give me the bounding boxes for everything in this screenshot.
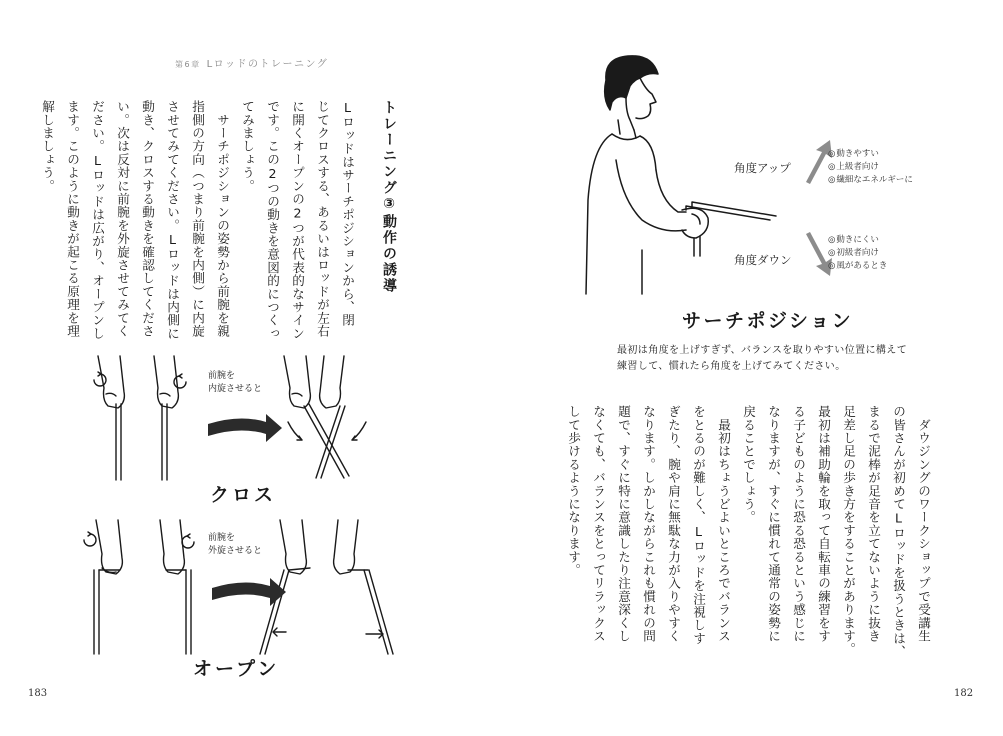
page-number-left: 183	[28, 688, 48, 699]
body-text-left: Lロッドはサーチポジションから、閉 じてクロスする、あるいはロッドが左右 に開くオープンの2つが代表的なサイン です。この2つの動きを意図的につくっ てみましょう。 サーチポジションの姿勢から前腕を親 指側の方向（つまり前腕を内側）に内旋 させてみてください。Lロッドは内側に 動き、クロスする動きを確認してくださ い。次は反対に前腕を外旋させてみてく ださい。Lロッドは広がり、オープンし ます。このように動きが起こる原理を理 解しましょう。	[40, 100, 355, 340]
body-text-right: ダウジングのワークショップで受講生 の皆さんが初めてLロッドを扱うときは、 まるで泥棒が足音を立てないように抜き 足差し足の歩き方をすることがあります。 最初は補助輪を取って自転車の練習をす る子どものように恐る恐るという感じに なりますが、すぐに慣れて通常の姿勢に 戻ることでしょう。 最初はちょうどよいところでバランス をとるのが難しく、Lロッドを注視しす ぎたり、腕や肩に無駄な力が入りやすく なります。しかしながらこれも慣れの問 題で、すぐに特に意識したり注意深くし なくても、バランスをとってリラックス して歩けるようになります。	[566, 405, 931, 659]
position-title: サーチポジション	[682, 310, 854, 332]
angle-down-item: ◎ 動きにくい	[828, 234, 887, 247]
open-instruction: 前腕を 外旋させると	[208, 533, 263, 556]
running-head	[175, 55, 328, 70]
angle-up-item: ◎ 動きやすい	[828, 148, 913, 161]
running-head-title: Lロッドのトレーニング	[206, 59, 329, 70]
page-number-right: 182	[954, 688, 974, 699]
angle-up-list	[828, 148, 913, 187]
angle-down-list	[828, 234, 887, 273]
open-caption: オープン	[193, 658, 280, 680]
cross-caption: クロス	[210, 484, 277, 506]
angle-down-label: 角度ダウン	[734, 253, 792, 267]
angle-down-item: ◎ 初級者向け	[828, 247, 887, 260]
running-head-chapter: 第6章	[175, 60, 201, 69]
section-title: トレーニング③動作の誘導	[381, 100, 397, 294]
angle-up-item: ◎ 繊細なエネルギーに	[828, 174, 913, 187]
angle-down-item: ◎ 風があるとき	[828, 260, 887, 273]
cross-instruction: 前腕を 内旋させると	[208, 371, 263, 394]
position-caption: 最初は角度を上げすぎず、バランスを取りやすい位置に構えて 練習して、慣れたら角度を上げてみてください。	[617, 345, 908, 372]
angle-up-label: 角度アップ	[734, 161, 791, 175]
right-page	[502, 0, 1003, 736]
left-page	[0, 0, 501, 736]
angle-up-item: ◎ 上級者向け	[828, 161, 913, 174]
